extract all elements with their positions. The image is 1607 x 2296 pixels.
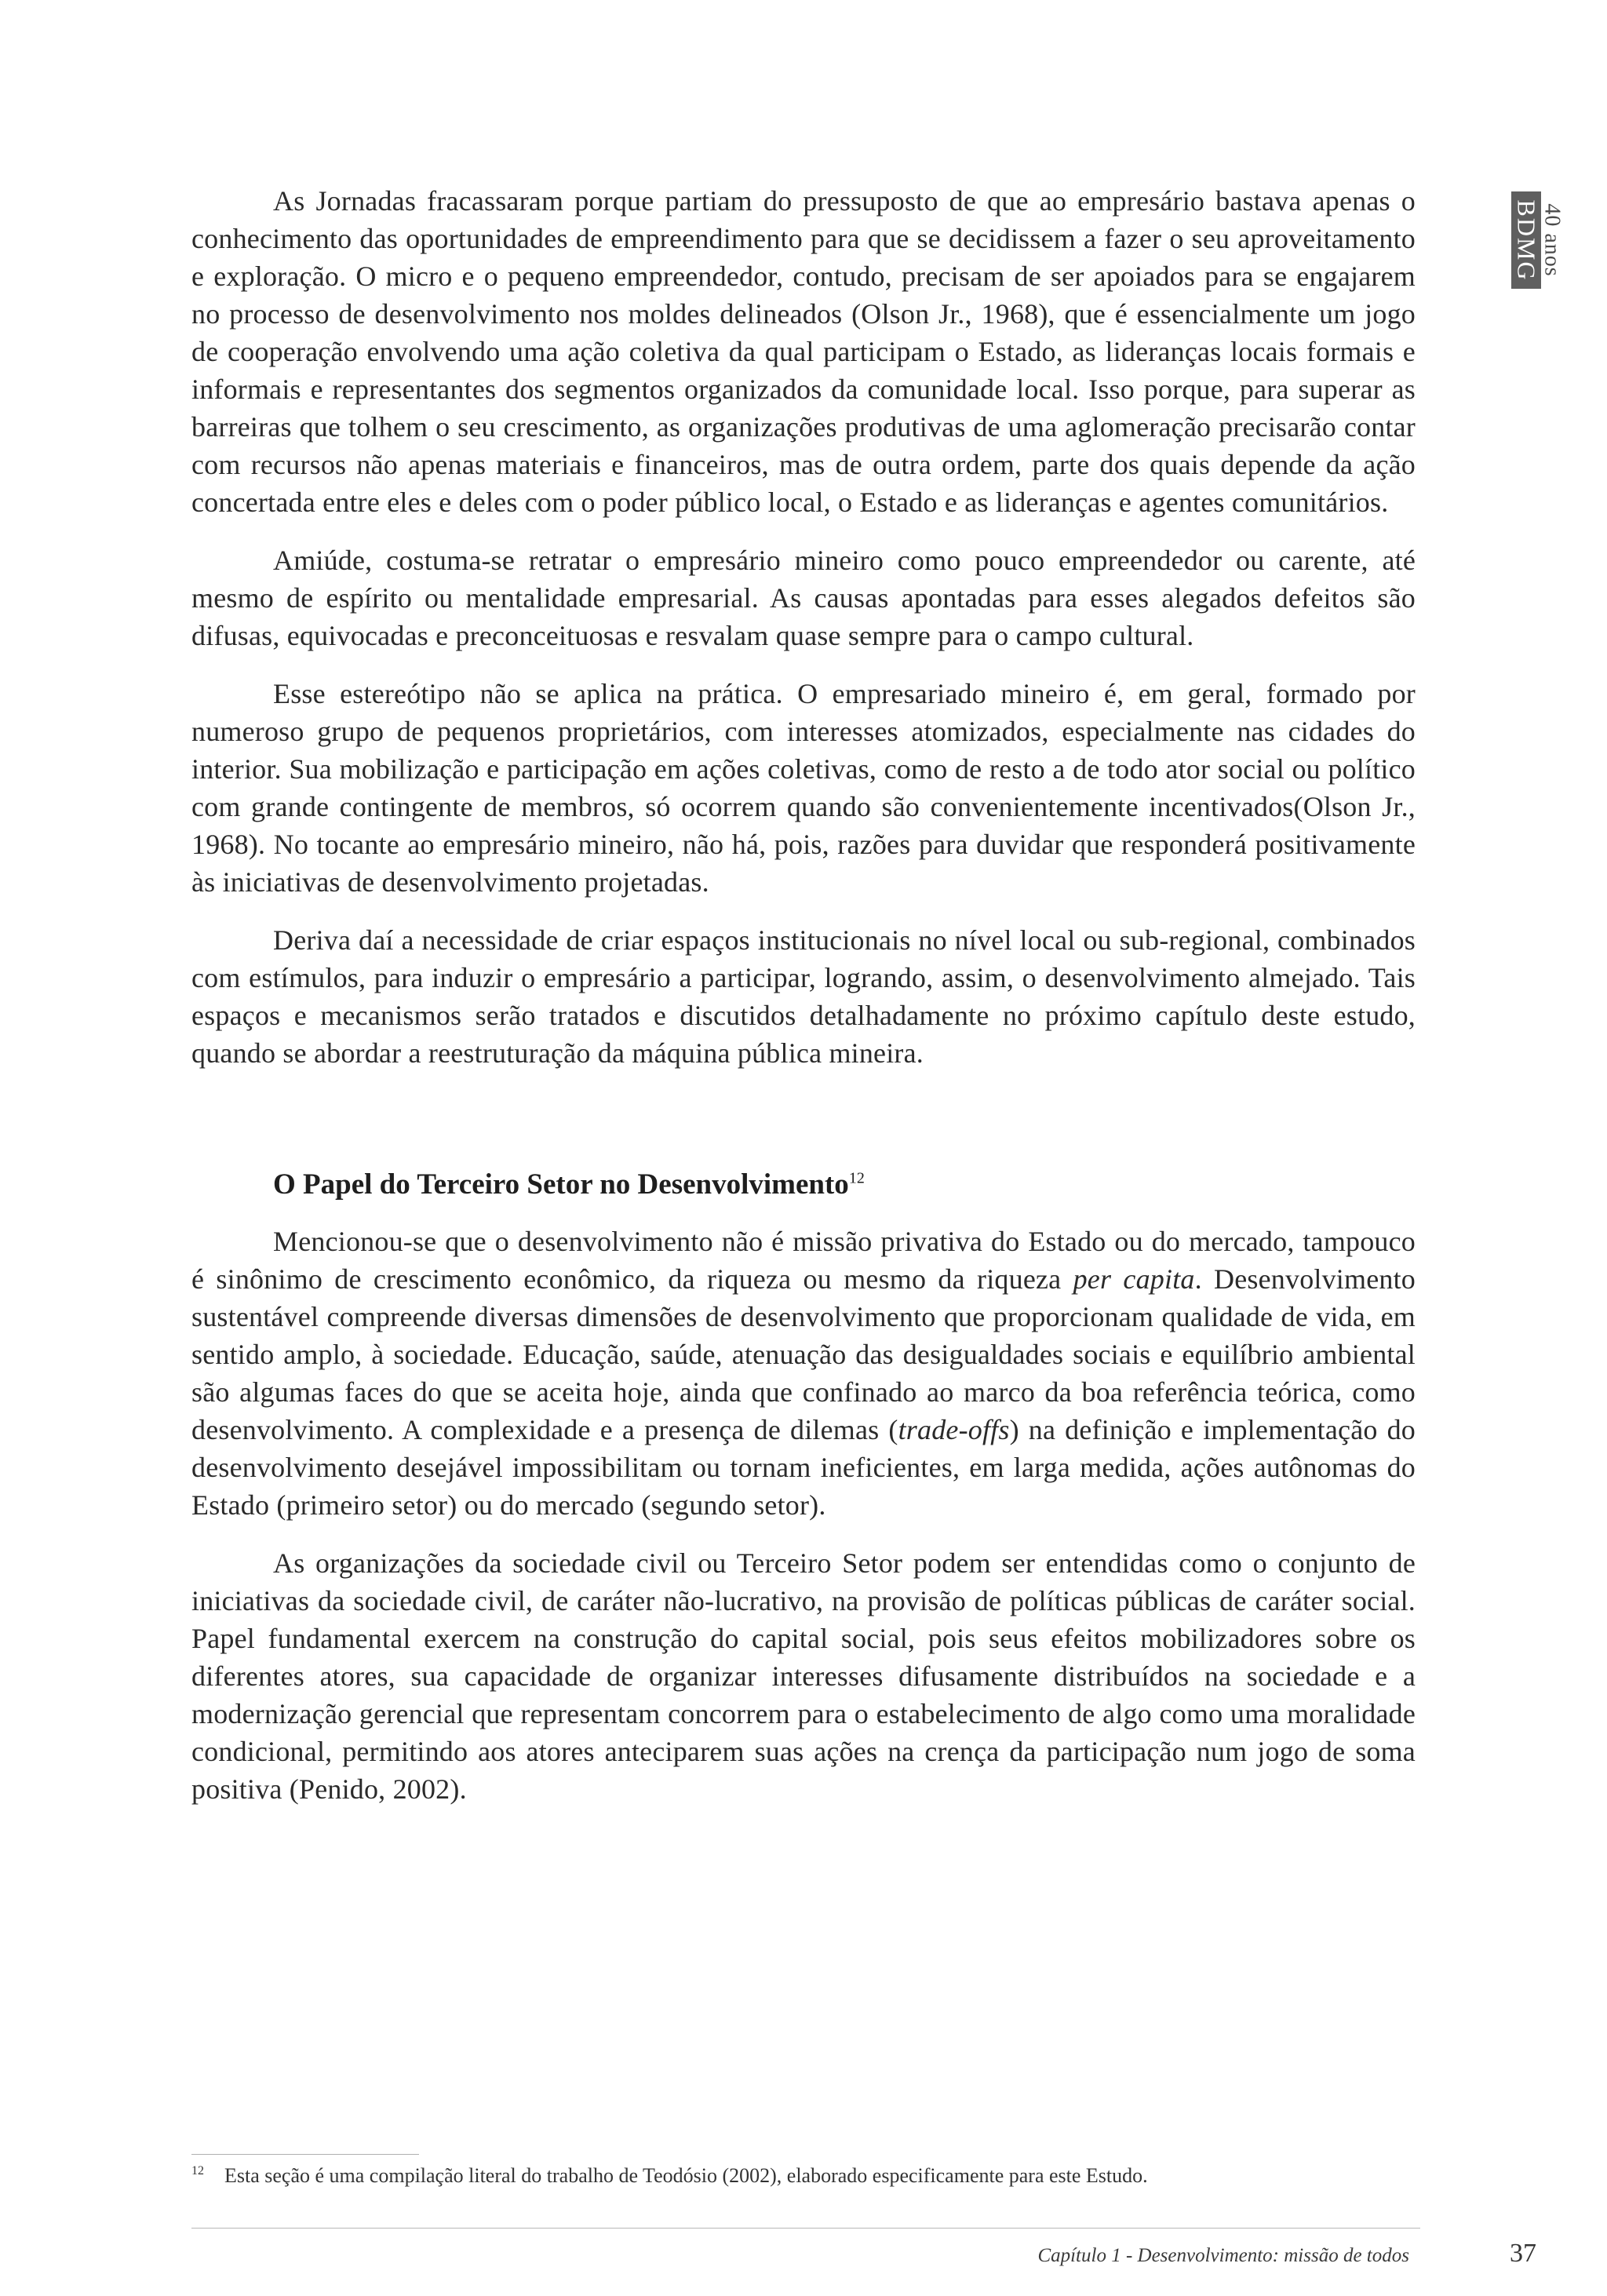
paragraph-mencionou-part-a: Mencionou-se que o desenvolvimento não é missão privativa do Estado ou do mercado, tampouco é sinônimo de crescimento econômico, da riqueza ou mesmo da riqueza [191,1226,1416,1295]
badge-label: BDMG [1512,199,1541,282]
paragraph-jornadas: As Jornadas fracassaram porque partiam do pressuposto de que ao empresário bastava apenas o conhecimento das oportunidades de empreendimento para que se decidissem a fazer o seu aproveitamento e exploração. O micro e o pequeno empreendedor, contudo, precisam de ser apoiados para se engajarem no processo de desenvolvimento nos moldes delineados (Olson Jr., 1968), que é essencialmente um jogo de cooperação envolvendo uma ação coletiva da qual participam o Estado, as lideranças locais formais e informais e representantes dos segmentos organizados da comunidade local. Isso porque, para superar as barreiras que tolhem o seu crescimento, as organizações produtivas de uma aglomeração precisarão contar com recursos não apenas materiais e financeiros, mas de outra ordem, parte dos quais depende da ação concertada entre eles e deles com o poder público local, o Estado e as lideranças e agentes comunitários. [191,185,1416,518]
paragraph-mencionou-part-c: ) na definição e implementação do desenvolvimento desejável impossibilitam ou tornam ineficientes, em larga medida, ações autônomas do Estado (primeiro setor) ou do mercado (segundo setor). [191,1414,1416,1521]
badge-label-box [1511,191,1541,289]
paragraph-amiude: Amiúde, costuma-se retratar o empresário mineiro como pouco empreendedor ou carente, até mesmo de espírito ou mentalidade empresarial. As causas apontadas para esses alegados defeitos são difusas, equivocadas e preconceituosas e resvalam quase sempre para o campo cultural. [191,545,1416,651]
bdmg-badge [1511,191,1563,289]
page-number: 37 [1510,2239,1536,2268]
body-text [191,182,1416,1828]
footnote-divider [191,2154,419,2155]
section-title: O Papel do Terceiro Setor no Desenvolvimento [273,1168,849,1201]
badge-sublabel: 40 anos [1540,203,1565,277]
section-heading [273,1166,1416,1204]
per-capita-italic: per capita [1073,1263,1195,1295]
paragraph-organizacoes: As organizações da sociedade civil ou Terceiro Setor podem ser entendidas como o conjunto de iniciativas da sociedade civil, de caráter não-lucrativo, na provisão de políticas públicas de caráter social. Papel fundamental exercem na construção do capital social, pois seus efeitos mobilizadores sobre os diferentes atores, sua capacidade de organizar interesses difusamente distribuídos na sociedade e a modernização gerencial que representam concorrem para o estabelecimento de algo como uma moralidade condicional, permitindo aos atores anteciparem suas ações na crença da participação num jogo de soma positiva (Penido, 2002). [191,1547,1416,1805]
paragraph-mencionou [191,1223,1416,1524]
footer-divider [191,2228,1420,2229]
footnote-reference: 12 [848,1169,865,1187]
paragraph-estereotipo: Esse estereótipo não se aplica na prática. O empresariado mineiro é, em geral, formado por numeroso grupo de pequenos proprietários, com interesses atomizados, especialmente nas cidades do interior. Sua mobilização e participação em ações coletivas, como de resto a de todo ator social ou político com grande contingente de membros, só ocorrem quando são convenientemente incentivados(Olson Jr., 1968). No tocante ao empresário mineiro, não há, pois, razões para duvidar que responderá positivamente às iniciativas de desenvolvimento projetadas. [191,678,1416,898]
paragraph-mencionou-part-b: . Desenvolvimento sustentável compreende diversas dimensões de desenvolvimento que proporcionam qualidade de vida, em sentido amplo, à sociedade. Educação, saúde, atenuação das desigualdades sociais e equilíbrio ambiental são algumas faces do que se aceita hoje, ainda que confinado ao marco da boa referência teórica, como desenvolvimento. A complexidade e a presença de dilemas ( [191,1263,1416,1445]
footnote-number: 12 [191,2164,204,2178]
trade-offs-italic: trade-offs [898,1414,1010,1445]
badge-sublabel-box [1541,191,1563,289]
footnote-text: Esta seção é uma compilação literal do trabalho de Teodósio (2002), elaborado especificamente para este Estudo. [224,2164,1148,2187]
footnote [191,2163,1416,2189]
footer-chapter-title: Capítulo 1 - Desenvolvimento: missão de todos [1037,2245,1409,2266]
paragraph-deriva: Deriva daí a necessidade de criar espaços institucionais no nível local ou sub-regional, combinados com estímulos, para induzir o empresário a participar, logrando, assim, o desenvolvimento almejado. Tais espaços e mecanismos serão tratados e discutidos detalhadamente no próximo capítulo deste estudo, quando se abordar a reestruturação da máquina pública mineira. [191,924,1416,1069]
